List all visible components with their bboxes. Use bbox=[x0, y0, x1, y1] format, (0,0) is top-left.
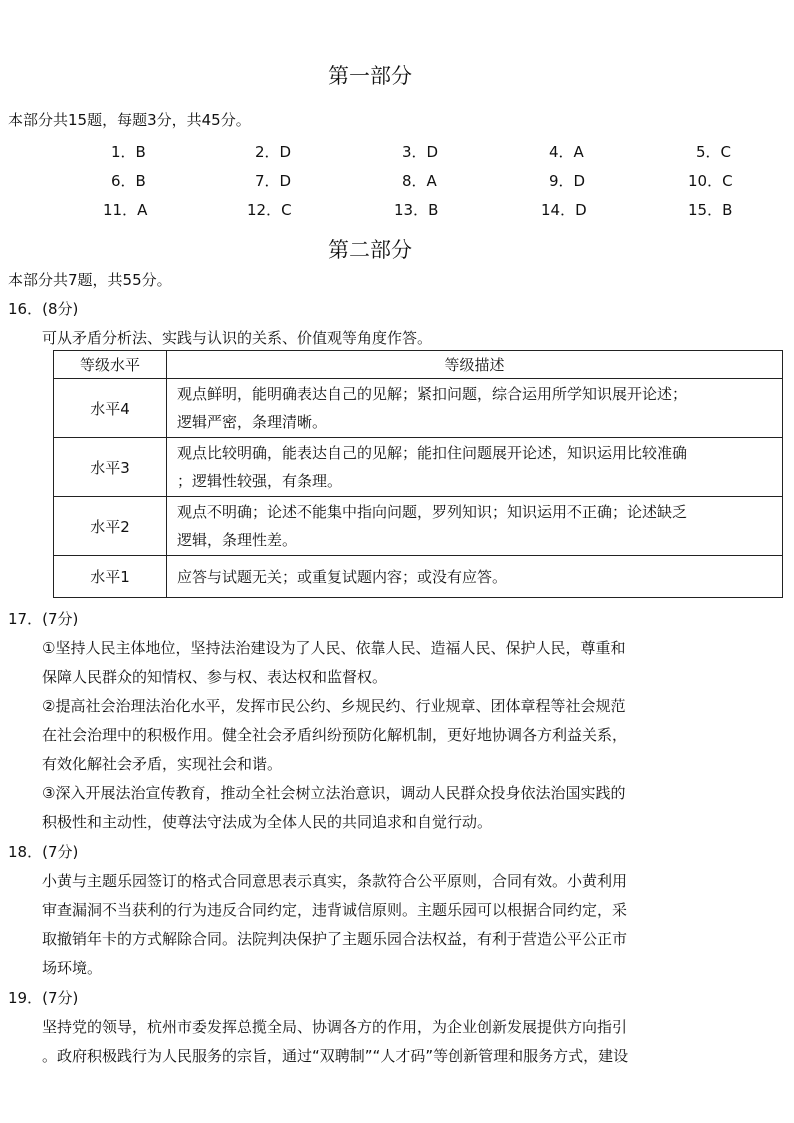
answer-3: 3．D bbox=[402, 143, 439, 161]
answer-15: 15．B bbox=[688, 201, 733, 219]
answer-14: 14．D bbox=[541, 201, 587, 219]
answer-9: 9．D bbox=[549, 172, 586, 190]
answer-2: 2．D bbox=[255, 143, 292, 161]
level-cell: 水平3 bbox=[54, 438, 167, 497]
q17-line: ③深入开展法治宣传教育，推动全社会树立法治意识，调动人民群众投身依法治国实践的 bbox=[42, 784, 626, 802]
q18-line: 场环境。 bbox=[42, 959, 103, 977]
q17-line: ①坚持人民主体地位，坚持法治建设为了人民、依靠人民、造福人民、保护人民，尊重和 bbox=[42, 639, 626, 657]
answer-6: 6．B bbox=[111, 172, 146, 190]
answer-11: 11．A bbox=[103, 201, 148, 219]
description-line: 逻辑严密，条理清晰。 bbox=[177, 413, 328, 431]
level-cell: 水平4 bbox=[54, 379, 167, 438]
table-row bbox=[54, 556, 783, 598]
q18-line: 审查漏洞不当获利的行为违反合同约定，违背诚信原则。主题乐园可以根据合同约定，采 bbox=[42, 901, 628, 919]
description-line: 观点不明确；论述不能集中指向问题，罗列知识；知识运用不正确；论述缺乏 bbox=[177, 503, 688, 521]
q17-line: 保障人民群众的知情权、参与权、表达权和监督权。 bbox=[42, 668, 388, 686]
answer-8: 8．A bbox=[402, 172, 437, 190]
q19-body bbox=[42, 1013, 628, 1071]
part1-title: 第一部分 bbox=[328, 64, 412, 88]
description-line: 应答与试题无关；或重复试题内容；或没有应答。 bbox=[177, 567, 508, 586]
q16-heading: 16．(8分) bbox=[8, 300, 79, 318]
header-description: 等级描述 bbox=[167, 351, 783, 379]
answer-13: 13．B bbox=[394, 201, 439, 219]
q19-heading: 19．(7分) bbox=[8, 989, 79, 1007]
answer-10: 10．C bbox=[688, 172, 733, 190]
header-level: 等级水平 bbox=[54, 351, 167, 379]
q16-text: 可从矛盾分析法、实践与认识的关系、价值观等角度作答。 bbox=[42, 329, 433, 347]
q17-line: ②提高社会治理法治化水平，发挥市民公约、乡规民约、行业规章、团体章程等社会规范 bbox=[42, 697, 626, 715]
q17-line: 有效化解社会矛盾，实现社会和谐。 bbox=[42, 755, 283, 773]
q18-heading: 18．(7分) bbox=[8, 843, 79, 861]
answer-7: 7．D bbox=[255, 172, 292, 190]
part1-intro: 本部分共15题，每题3分，共45分。 bbox=[8, 111, 251, 129]
part2-intro: 本部分共7题，共55分。 bbox=[8, 271, 172, 289]
q17-line: 积极性和主动性，使尊法守法成为全体人民的共同追求和自觉行动。 bbox=[42, 813, 493, 831]
q17-line: 在社会治理中的积极作用。健全社会矛盾纠纷预防化解机制，更好地协调各方利益关系， bbox=[42, 726, 628, 744]
level-cell: 水平2 bbox=[54, 497, 167, 556]
table-row bbox=[54, 438, 783, 497]
level-cell: 水平1 bbox=[54, 556, 167, 598]
grading-table-header bbox=[54, 351, 783, 379]
description-cell bbox=[167, 438, 783, 497]
table-row bbox=[54, 497, 783, 556]
q19-line: 。政府积极践行为人民服务的宗旨，通过“双聘制”“人才码”等创新管理和服务方式，建设 bbox=[42, 1047, 629, 1065]
description-line: 观点比较明确，能表达自己的见解；能扣住问题展开论述，知识运用比较准确 bbox=[177, 444, 688, 462]
q18-line: 小黄与主题乐园签订的格式合同意思表示真实，条款符合公平原则，合同有效。小黄利用 bbox=[42, 872, 628, 890]
q17-heading: 17．(7分) bbox=[8, 610, 79, 628]
answer-5: 5．C bbox=[696, 143, 732, 161]
answer-4: 4．A bbox=[549, 143, 584, 161]
q19-line: 坚持党的领导，杭州市委发挥总揽全局、协调各方的作用，为企业创新发展提供方向指引 bbox=[42, 1018, 628, 1036]
table-row bbox=[54, 379, 783, 438]
q18-body bbox=[42, 867, 627, 983]
description-line: ；逻辑性较强，有条理。 bbox=[177, 472, 343, 490]
description-cell bbox=[167, 497, 783, 556]
answer-12: 12．C bbox=[247, 201, 292, 219]
description-cell bbox=[167, 379, 783, 438]
description-line: 观点鲜明，能明确表达自己的见解；紧扣问题，综合运用所学知识展开论述； bbox=[177, 385, 688, 403]
description-line: 逻辑，条理性差。 bbox=[177, 531, 298, 549]
grading-table bbox=[53, 350, 783, 598]
part2-title: 第二部分 bbox=[328, 238, 412, 262]
description-cell bbox=[167, 556, 783, 598]
q17-body bbox=[42, 634, 627, 837]
q18-line: 取撤销年卡的方式解除合同。法院判决保护了主题乐园合法权益，有利于营造公平公正市 bbox=[42, 930, 628, 948]
answer-1: 1．B bbox=[111, 143, 146, 161]
